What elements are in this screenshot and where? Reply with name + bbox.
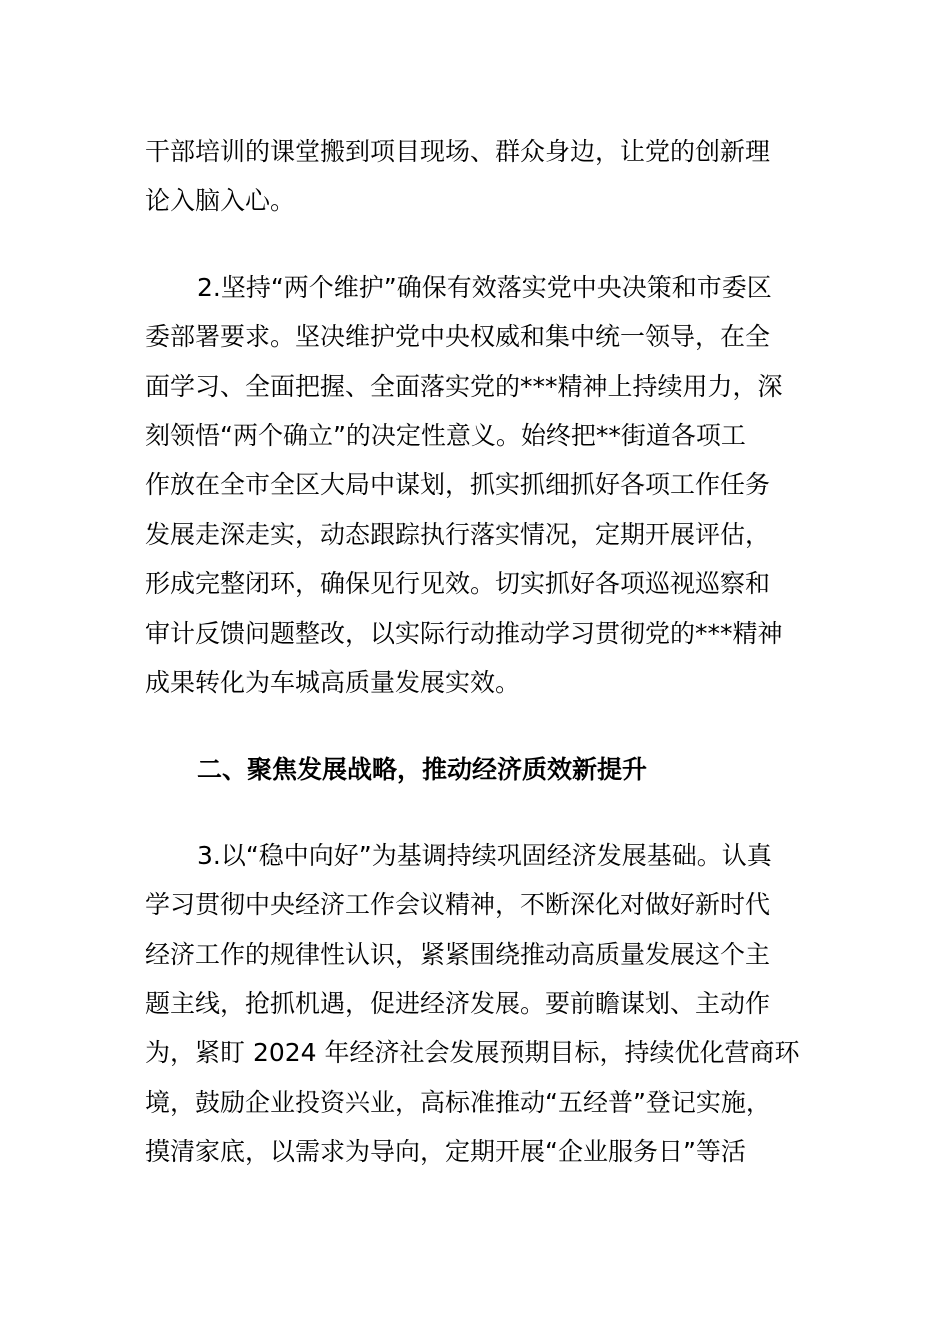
paragraph-2-line-7: 形成完整闭环，确保见行见效。切实抓好各项巡视巡察和 xyxy=(145,569,771,598)
paragraph-2-line-8: 审计反馈问题整改，以实际行动推动学习贯彻党的***精神 xyxy=(145,619,783,648)
paragraph-3-line-6: 境，鼓励企业投资兴业，高标准推动“五经普”登记实施， xyxy=(145,1088,771,1117)
paragraph-2-line-3: 面学习、全面把握、全面落实党的***精神上持续用力，深 xyxy=(145,372,783,401)
paragraph-3-line-3: 经济工作的规律性认识，紧紧围绕推动高质量发展这个主 xyxy=(145,940,771,969)
paragraph-1-line-1: 干部培训的课堂搬到项目现场、群众身边，让党的创新理 xyxy=(145,137,771,166)
paragraph-1-line-2: 论入脑入心。 xyxy=(145,186,296,215)
paragraph-2-line-9: 成果转化为车城高质量发展实效。 xyxy=(145,668,521,697)
paragraph-2-line-1: 2.坚持“两个维护”确保有效落实党中央决策和市委区 xyxy=(197,273,772,302)
section-heading: 二、聚焦发展战略，推动经济质效新提升 xyxy=(197,755,648,784)
paragraph-3-line-7: 摸清家底，以需求为导向，定期开展“企业服务日”等活 xyxy=(145,1137,746,1166)
paragraph-3-line-5: 为，紧盯 2024 年经济社会发展预期目标，持续优化营商环 xyxy=(145,1038,800,1067)
paragraph-2-line-4: 刻领悟“两个确立”的决定性意义。始终把**街道各项工 xyxy=(145,421,746,450)
paragraph-3-line-1: 3.以“稳中向好”为基调持续巩固经济发展基础。认真 xyxy=(197,841,772,870)
paragraph-3-line-4: 题主线，抢抓机遇，促进经济发展。要前瞻谋划、主动作 xyxy=(145,989,771,1018)
paragraph-2-line-5: 作放在全市全区大局中谋划，抓实抓细抓好各项工作任务 xyxy=(145,470,771,499)
paragraph-3-line-2: 学习贯彻中央经济工作会议精神，不断深化对做好新时代 xyxy=(145,890,771,919)
paragraph-2-line-2: 委部署要求。坚决维护党中央权威和集中统一领导，在全 xyxy=(145,322,771,351)
paragraph-2-line-6: 发展走深走实，动态跟踪执行落实情况，定期开展评估， xyxy=(145,520,771,549)
